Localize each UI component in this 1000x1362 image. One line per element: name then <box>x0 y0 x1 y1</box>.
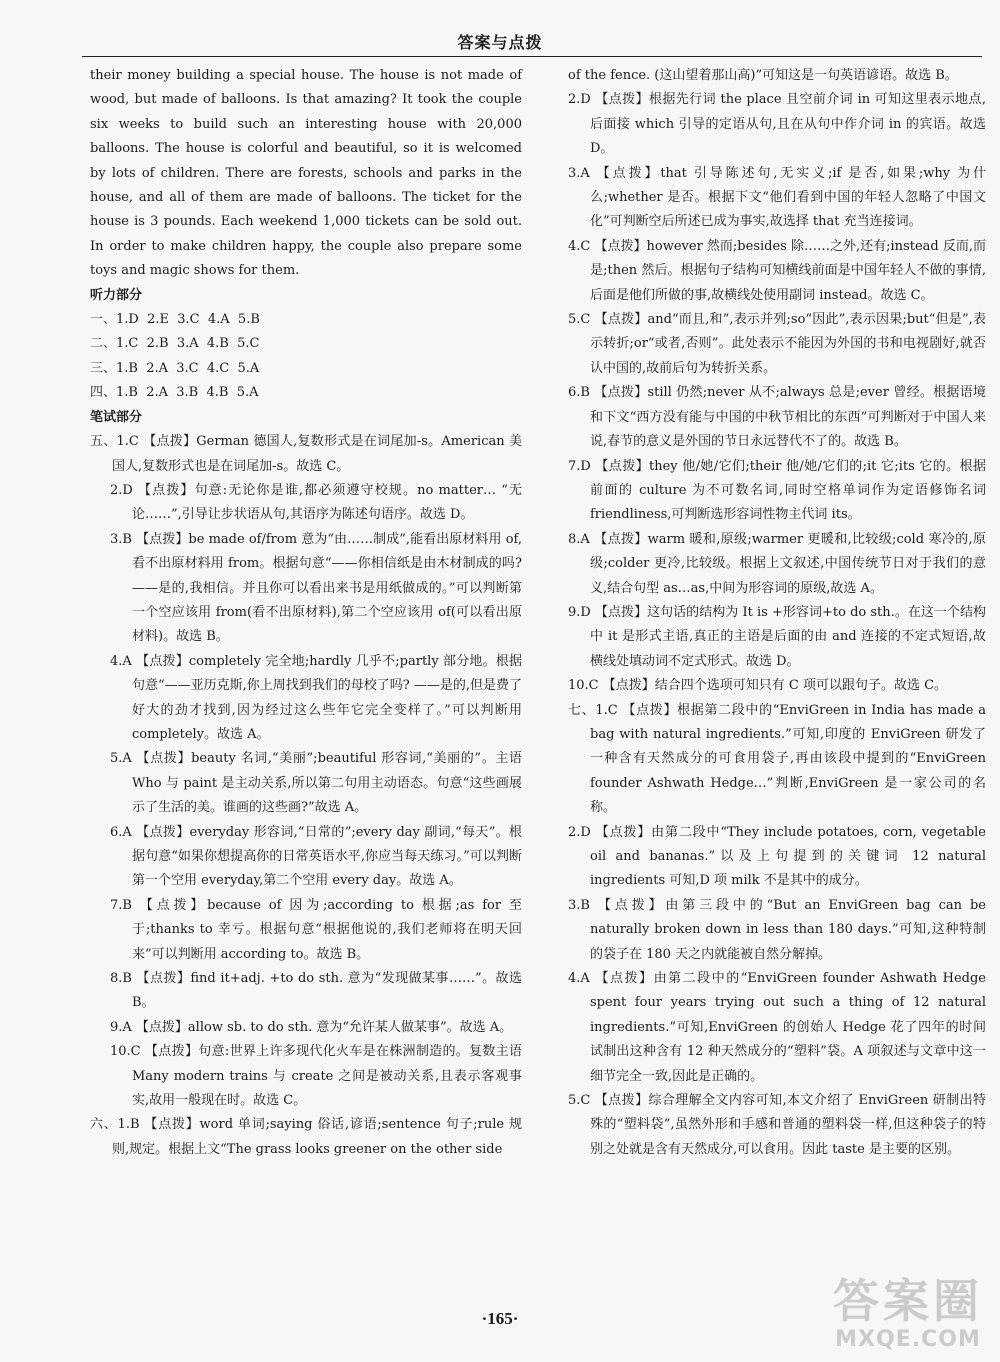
listening-answer-row: 四、1.B 2.A 3.B 4.B 5.A <box>90 385 259 401</box>
answer-item: 3.A 【点拨】that 引导陈述句,无实义;if 是否,如果;why 为什么;whether 是否。根据下文“他们看到中国的年轻人忽略了中国文化”可判断空后所述已成为事实,故选择 that 充当连接词。 <box>568 165 986 230</box>
answer-item: 2.D 【点拨】由第二段中“They include potatoes, corn, vegetable oil and bananas.”以及上句提到的关键词 12 natural ingredients 可知,D 项 milk 不是其中的成分。 <box>568 824 986 889</box>
answer-item: 4.C 【点拨】however 然而;besides 除……之外,还有;instead 反而,而是;then 然后。根据句子结构可知横线前面是中国年轻人不做的事情,后面是他们所做的事,故横线处使用副词 instead。故选 C。 <box>568 238 986 303</box>
page-number: ·165· <box>481 1309 519 1328</box>
answer-item: 3.B 【点拨】be made of/from 意为“由……制成”,能看出原材料用 of,看不出原材料用 from。根据句意“——你相信纸是由木材制成的吗? ——是的,我相信。并且你可以看出来书是用纸做成的。”可以判断第一个空应该用 from(看不出原材料),第二个空应该用 of(可以看出原材料)。故选 B。 <box>110 531 522 645</box>
answer-item: 五、1.C 【点拨】German 德国人,复数形式是在词尾加-s。American 美国人,复数形式也是在词尾加-s。故选 C。 <box>90 434 522 474</box>
answer-item: 六、1.B 【点拨】word 单词;saying 俗话,谚语;sentence 句子;rule 规则,规定。根据上文“The grass looks greener on the other side <box>90 1117 522 1157</box>
listening-answer-row: 一、1.D 2.E 3.C 4.A 5.B <box>90 312 260 328</box>
answer-item: 3.B 【点拨】由第三段中的“But an EnviGreen bag can be naturally broken down in less than 180 days.”可知,这种特制的袋子在 180 天之内就能被自然分解掉。 <box>568 897 986 962</box>
listening-heading: 听力部分 <box>90 287 143 303</box>
answer-item: 4.A 【点拨】completely 完全地;hardly 几乎不;partly 部分地。根据句意“——亚历克斯,你上周找到我们的母校了吗? ——是的,但是费了好大的劲才找到,因为经过这么些年它完全变样了。”可以判断用 completely。故选 A。 <box>110 653 523 742</box>
answer-item: 10.C 【点拨】结合四个选项可知只有 C 项可以跟句子。故选 C。 <box>568 678 948 694</box>
left-column <box>90 64 522 1162</box>
answer-item: 6.A 【点拨】everyday 形容词,“日常的”;every day 副词,“每天”。根据句意“如果你想提高你的日常英语水平,你应当每天练习。”可以判断第一个空用 everyday,第二个空用 every day。故选 A。 <box>110 824 522 889</box>
answer-item: 8.B 【点拨】find it+adj. +to do sth. 意为“发现做某事……”。故选 B。 <box>110 971 522 1011</box>
written-heading: 笔试部分 <box>90 409 143 425</box>
listening-answer-row: 三、1.B 2.A 3.C 4.C 5.A <box>90 360 260 376</box>
right-column <box>568 64 986 1162</box>
answer-item: 9.A 【点拨】allow sb. to do sth. 意为“允许某人做某事”。故选 A。 <box>110 1019 513 1035</box>
passage-text: their money building a special house. The house is not made of wood, but made of balloons. Is that amazing? It took the couple six weeks to build such an interesting house with 20,000 balloons. The house is colorful and beautiful, so it is welcomed by lots of children. There are forests, schools and parks in the house, and all of them are made of balloons. The ticket for the house is 3 pounds. Each weekend 1,000 tickets can be sold out. In order to make children happy, the couple also prepare some toys and magic shows for them. <box>90 68 522 279</box>
answer-item: 5.A 【点拨】beauty 名词,“美丽”;beautiful 形容词,“美丽的”。主语 Who 与 paint 是主动关系,所以第二句用主动语态。句意“这些画展示了生活的美。谁画的这些画?”故选 A。 <box>110 751 522 816</box>
right-answer-list <box>568 64 986 1162</box>
answer-item: 8.A 【点拨】warm 暖和,原级;warmer 更暖和,比较级;cold 寒冷的,原级;colder 更冷,比较级。根据上文叙述,中国传统节日对于我们的意义,结合句型 as…as,中间为形容词的原级,故选 A。 <box>568 531 986 596</box>
answer-item: 7.D 【点拨】they 他/她/它们;their 他/她/它们的;it 它;its 它的。根据前面的 culture 为不可数名词,同时空格单词作为定语修饰名词 friendliness,可判断选形容词性物主代词 its。 <box>568 458 986 523</box>
answer-item: 4.A 【点拨】由第二段中的“EnviGreen founder Ashwath Hedge spent four years trying out such a thing of 12 natural ingredients.”可知,EnviGreen 的创始人 Hedge 花了四年的时间试制出这种含有 12 种天然成分的“塑料”袋。A 项叙述与文章中这一细节完全一致,因此是正确的。 <box>568 971 986 1084</box>
answer-item: 9.D 【点拨】这句话的结构为 It is +形容词+to do sth.。在这一个结构中 it 是形式主语,真正的主语是后面的由 and 连接的不定式短语,故横线处填动词不定式形式。故选 D。 <box>568 604 986 669</box>
header-rule <box>82 56 982 57</box>
answer-item: 10.C 【点拨】句意:世界上许多现代化火车是在株洲制造的。复数主语 Many modern trains 与 create 之间是被动关系,且表示客观事实,故用一般现在时。故选 C。 <box>110 1044 522 1109</box>
answer-item: 6.B 【点拨】still 仍然;never 从不;always 总是;ever 曾经。根据语境和下文“西方没有能与中国的中秋节相比的东西”可判断对于中国人来说,春节的意义是外国的节日永远替代不了的。故选 B。 <box>568 385 986 450</box>
answer-item: 2.D 【点拨】根据先行词 the place 且空前介词 in 可知这里表示地点,后面接 which 引导的定语从句,且在从句中作介词 in 的宾语。故选 D。 <box>568 92 986 157</box>
listening-answer-row: 二、1.C 2.B 3.A 4.B 5.C <box>90 336 260 352</box>
left-answer-list <box>90 430 522 1162</box>
answer-item: 7.B 【点拨】because of 因为;according to 根据;as for 至于;thanks to 幸亏。根据句意“根据他说的,我们老师将在明天回来”可以判断用 according to。故选 B。 <box>110 897 522 962</box>
page-header-title: 答案与点拨 <box>457 33 543 52</box>
watermark-logo <box>828 1275 988 1352</box>
answer-item: 七、1.C 【点拨】根据第二段中的“EnviGreen in India has made a bag with natural ingredients.”可知,印度的 EnviGreen 研发了一种含有天然成分的可食用袋子,再由该段中提到的“EnviGreen founder Ashwath Hedge…”判断,EnviGreen 是一家公司的名称。 <box>568 702 986 816</box>
watermark-url: MXQE.COM <box>835 1327 981 1352</box>
answer-item: of the fence. (这山望着那山高)”可知这是一句英语谚语。故选 B。 <box>568 68 958 83</box>
answer-item: 5.C 【点拨】综合理解全文内容可知,本文介绍了 EnviGreen 研制出特殊的“塑料袋”,虽然外形和手感和普通的塑料袋一样,但这种袋子的特别之处就是含有天然成分,可以食用。因此 taste 是主要的区别。 <box>568 1093 986 1157</box>
watermark-text: 答案圈 <box>833 1274 983 1328</box>
answer-item: 5.C 【点拨】and“而且,和”,表示并列;so“因此”,表示因果;but“但是”,表示转折;or“或者,否则”。此处表示不能因为外国的书和电视剧好,就否认中国的,故前后句为转折关系。 <box>568 312 986 376</box>
answer-item: 2.D 【点拨】句意:无论你是谁,都必须遵守校规。no matter… “无论……”,引导让步状语从句,其语序为陈述句语序。故选 D。 <box>110 482 522 523</box>
